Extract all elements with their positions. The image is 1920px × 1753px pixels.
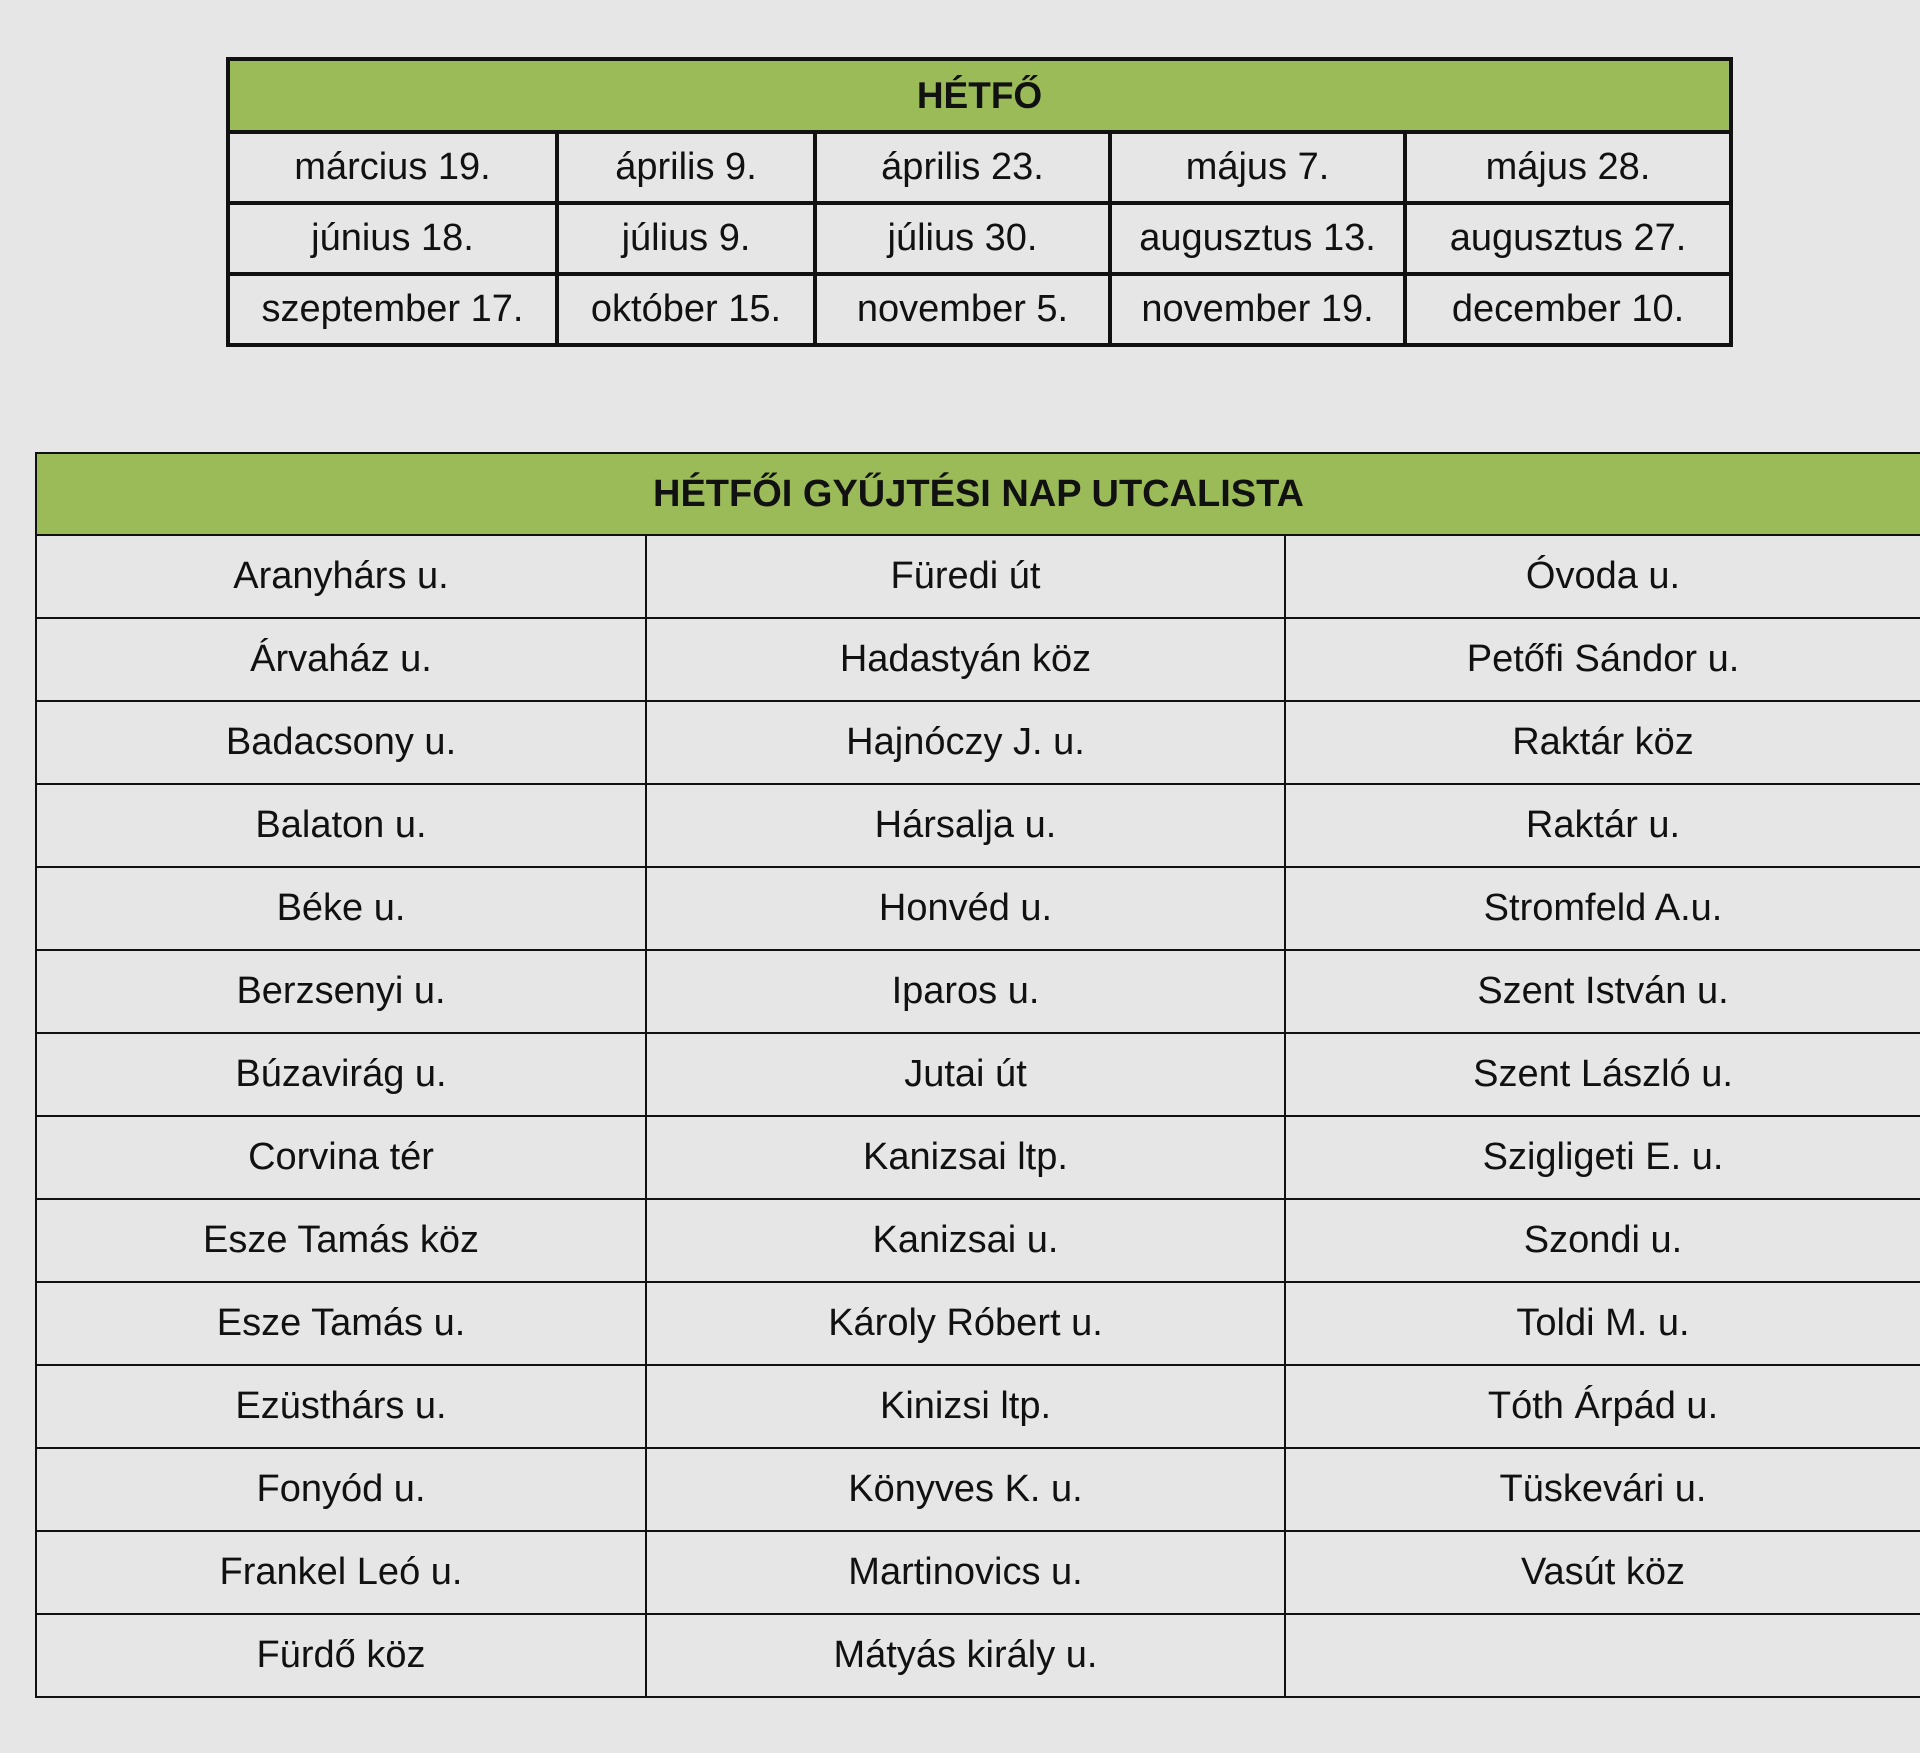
street-cell: Károly Róbert u. <box>646 1282 1285 1365</box>
date-cell: július 9. <box>557 203 815 274</box>
street-row <box>36 618 1920 701</box>
street-cell: Béke u. <box>36 867 646 950</box>
date-cell: április 9. <box>557 132 815 203</box>
street-cell: Szent István u. <box>1285 950 1920 1033</box>
street-cell: Petőfi Sándor u. <box>1285 618 1920 701</box>
street-row <box>36 1614 1920 1697</box>
collection-dates-table <box>226 57 1733 347</box>
street-cell: Füredi út <box>646 535 1285 618</box>
street-row <box>36 1116 1920 1199</box>
street-cell: Toldi M. u. <box>1285 1282 1920 1365</box>
date-cell: december 10. <box>1405 274 1731 345</box>
street-cell: Kinizsi ltp. <box>646 1365 1285 1448</box>
date-cell: június 18. <box>228 203 557 274</box>
street-cell: Tüskevári u. <box>1285 1448 1920 1531</box>
street-cell: Kanizsai ltp. <box>646 1116 1285 1199</box>
street-cell: Stromfeld A.u. <box>1285 867 1920 950</box>
street-row <box>36 701 1920 784</box>
street-list-table <box>35 452 1920 1698</box>
street-cell: Könyves K. u. <box>646 1448 1285 1531</box>
street-list-title: HÉTFŐI GYŰJTÉSI NAP UTCALISTA <box>36 453 1920 535</box>
date-cell: augusztus 13. <box>1110 203 1405 274</box>
dates-row <box>228 203 1731 274</box>
empty-street-cell <box>1285 1614 1920 1697</box>
street-row <box>36 535 1920 618</box>
street-cell: Esze Tamás köz <box>36 1199 646 1282</box>
street-row <box>36 867 1920 950</box>
date-cell: március 19. <box>228 132 557 203</box>
street-row <box>36 1282 1920 1365</box>
street-cell: Martinovics u. <box>646 1531 1285 1614</box>
street-cell: Szondi u. <box>1285 1199 1920 1282</box>
street-cell: Raktár köz <box>1285 701 1920 784</box>
street-cell: Fonyód u. <box>36 1448 646 1531</box>
street-cell: Búzavirág u. <box>36 1033 646 1116</box>
street-cell: Berzsenyi u. <box>36 950 646 1033</box>
date-cell: augusztus 27. <box>1405 203 1731 274</box>
street-row <box>36 950 1920 1033</box>
street-cell: Jutai út <box>646 1033 1285 1116</box>
street-row <box>36 1033 1920 1116</box>
street-cell: Tóth Árpád u. <box>1285 1365 1920 1448</box>
street-cell: Hadastyán köz <box>646 618 1285 701</box>
street-cell: Fürdő köz <box>36 1614 646 1697</box>
dates-table-body <box>228 132 1731 345</box>
street-cell: Szent László u. <box>1285 1033 1920 1116</box>
date-cell: november 19. <box>1110 274 1405 345</box>
street-cell: Óvoda u. <box>1285 535 1920 618</box>
street-cell: Honvéd u. <box>646 867 1285 950</box>
street-cell: Ezüsthárs u. <box>36 1365 646 1448</box>
street-cell: Frankel Leó u. <box>36 1531 646 1614</box>
date-cell: május 7. <box>1110 132 1405 203</box>
street-row <box>36 1199 1920 1282</box>
street-row <box>36 1531 1920 1614</box>
date-cell: május 28. <box>1405 132 1731 203</box>
street-cell: Mátyás király u. <box>646 1614 1285 1697</box>
street-cell: Raktár u. <box>1285 784 1920 867</box>
date-cell: október 15. <box>557 274 815 345</box>
street-row <box>36 1365 1920 1448</box>
street-row <box>36 1448 1920 1531</box>
street-cell: Szigligeti E. u. <box>1285 1116 1920 1199</box>
dates-row <box>228 274 1731 345</box>
street-cell: Hajnóczy J. u. <box>646 701 1285 784</box>
date-cell: július 30. <box>815 203 1110 274</box>
street-cell: Badacsony u. <box>36 701 646 784</box>
street-cell: Árvaház u. <box>36 618 646 701</box>
street-cell: Hársalja u. <box>646 784 1285 867</box>
date-cell: november 5. <box>815 274 1110 345</box>
street-cell: Corvina tér <box>36 1116 646 1199</box>
dates-table-title: HÉTFŐ <box>228 59 1731 132</box>
street-cell: Kanizsai u. <box>646 1199 1285 1282</box>
date-cell: április 23. <box>815 132 1110 203</box>
date-cell: szeptember 17. <box>228 274 557 345</box>
dates-row <box>228 132 1731 203</box>
street-cell: Vasút köz <box>1285 1531 1920 1614</box>
street-row <box>36 784 1920 867</box>
street-cell: Aranyhárs u. <box>36 535 646 618</box>
street-cell: Balaton u. <box>36 784 646 867</box>
street-cell: Esze Tamás u. <box>36 1282 646 1365</box>
street-list-body <box>36 535 1920 1697</box>
street-cell: Iparos u. <box>646 950 1285 1033</box>
